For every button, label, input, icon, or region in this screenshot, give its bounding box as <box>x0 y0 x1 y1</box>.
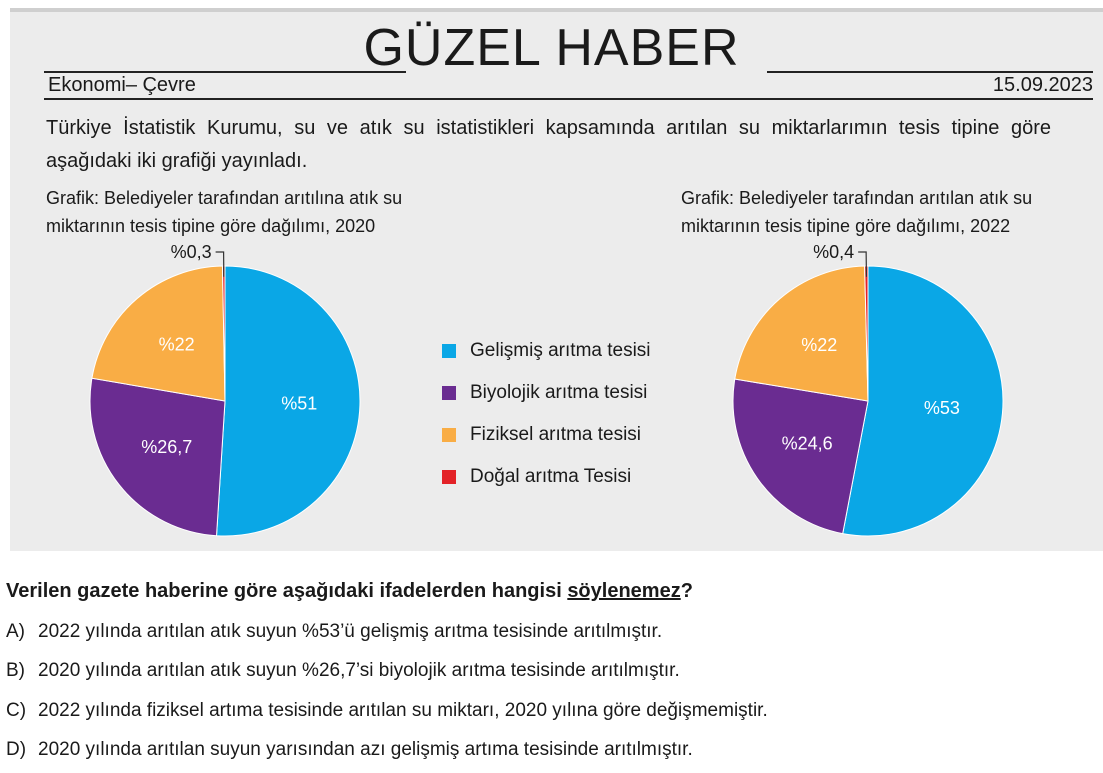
question-stem <box>6 580 693 603</box>
legend-swatch <box>442 470 456 484</box>
legend-item-dogal <box>442 456 651 498</box>
slice-label-biyolojik: %24,6 <box>781 433 833 454</box>
question-emphasis: söylenemez <box>567 580 681 602</box>
answer-option-b[interactable] <box>6 660 680 682</box>
legend-label: Biyolojik arıtma tesisi <box>470 382 648 403</box>
legend-swatch <box>442 344 456 358</box>
chart-title-2022: Grafik: Belediyeler tarafından arıtılan atık su miktarının tesis tipine göre dağılımı, 2022 <box>681 188 1033 236</box>
slice-label-gelismis: %53 <box>923 397 960 418</box>
date-label: 15.09.2023 <box>992 74 1093 96</box>
option-text: 2022 yılında fiziksel artıma tesisinde arıtılan su miktarı, 2020 yılına göre değişmemiştir. <box>38 700 768 721</box>
chart-legend <box>442 330 651 498</box>
answer-option-a[interactable] <box>6 621 662 643</box>
legend-item-gelismis <box>442 330 651 372</box>
legend-swatch <box>442 428 456 442</box>
question-text: Verilen gazete haberine göre aşağıdaki ifadelerden hangisi <box>6 580 568 602</box>
legend-item-fiziksel <box>442 414 651 456</box>
legend-swatch <box>442 386 456 400</box>
slice-label-gelismis: %51 <box>281 393 318 414</box>
slice-label-dogal: %0,3 <box>170 242 212 263</box>
slice-label-dogal: %0,4 <box>813 242 855 263</box>
pie-slice-fiziksel <box>735 266 868 401</box>
option-text: 2022 yılında arıtılan atık suyun %53’ü gelişmiş arıtma tesisinde arıtılmıştır. <box>38 621 663 642</box>
legend-label: Gelişmiş arıtma tesisi <box>470 340 651 361</box>
chart-title-2020: Grafik: Belediyeler tarafından arıtılına atık su miktarının tesis tipine göre dağılımı, 2020 <box>46 188 403 236</box>
question-mark: ? <box>680 580 693 602</box>
slice-label-fiziksel: %22 <box>801 334 838 355</box>
legend-label: Fiziksel arıtma tesisi <box>470 424 642 445</box>
answer-option-d[interactable] <box>6 739 693 761</box>
intro-text: Türkiye İstatistik Kurumu, su ve atık su istatistikleri kapsamında arıtılan su miktarlarımın tesis tipine göre aşağıdaki iki grafiği yayınladı. <box>46 117 1051 172</box>
legend-label: Doğal arıtma Tesisi <box>470 466 632 487</box>
option-letter: C) <box>6 700 27 721</box>
section-label: Ekonomi– Çevre <box>48 74 196 96</box>
option-text: 2020 yılında arıtılan suyun yarısından azı gelişmiş artıma tesisinde arıtılmıştır. <box>38 739 693 760</box>
slice-label-fiziksel: %22 <box>158 334 195 355</box>
answer-option-c[interactable] <box>6 700 768 722</box>
option-text: 2020 yılında arıtılan atık suyun %26,7’si biyolojik arıtma tesisinde arıtılmıştır. <box>38 660 680 681</box>
newspaper-title: GÜZEL HABER <box>363 19 740 77</box>
slice-label-biyolojik: %26,7 <box>141 437 193 458</box>
option-letter: A) <box>6 621 25 642</box>
option-letter: B) <box>6 660 25 681</box>
option-letter: D) <box>6 739 27 760</box>
legend-item-biyolojik <box>442 372 651 414</box>
